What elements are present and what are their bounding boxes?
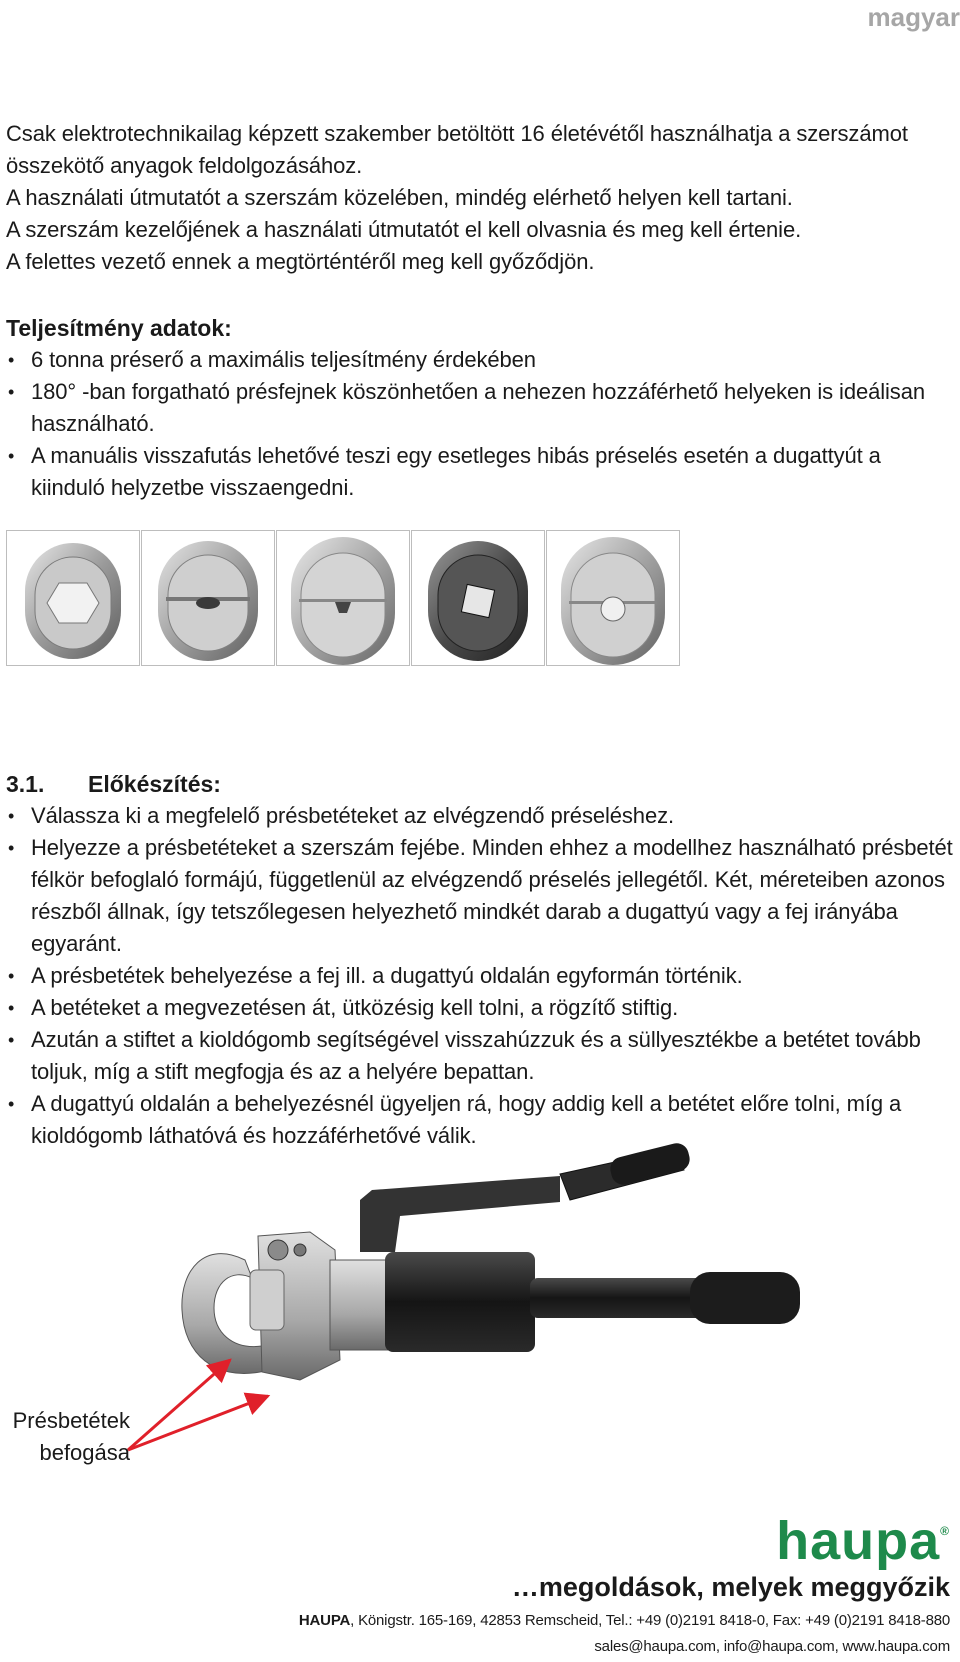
- section-title: Előkészítés:: [88, 771, 221, 797]
- list-item: • A présbetétek behelyezése a fej ill. a dugattyú oldalán egyformán történik.: [6, 960, 956, 992]
- bullet-icon: •: [8, 1094, 15, 1114]
- die-insert-oval-image: [141, 530, 275, 666]
- bullet-icon: •: [8, 998, 15, 1018]
- list-item: • A manuális visszafutás lehetővé teszi egy esetleges hibás préselés esetén a dugattyút a kiinduló helyzetbe visszaengedni.: [6, 440, 956, 504]
- figure-caption: [10, 1405, 130, 1469]
- bullet-icon: •: [8, 966, 15, 986]
- bullet-icon: •: [8, 1030, 15, 1050]
- language-label: magyar: [867, 2, 960, 32]
- registered-mark: ®: [940, 1524, 950, 1538]
- intro-line: A felettes vezető ennek a megtörténtéről meg kell győződjön.: [6, 249, 595, 274]
- intro-line: összekötő anyagok feldolgozásához.: [6, 153, 363, 178]
- address-text: , Königstr. 165-169, 42853 Remscheid, Tel.: +49 (0)2191 8418-0, Fax: +49 (0)2191 8418-880: [350, 1612, 950, 1629]
- company-name: HAUPA: [298, 1612, 351, 1629]
- list-item: • Válassza ki a megfelelő présbetéteket az elvégzendő préseléshez.: [6, 800, 956, 832]
- bullet-icon: •: [8, 838, 15, 858]
- preparation-list: [6, 800, 956, 1152]
- die-insert-notch-image: [276, 530, 410, 666]
- list-item: • A betéteket a megvezetésen át, ütközésig kell tolni, a rögzítő stiftig.: [6, 992, 956, 1024]
- haupa-logo: haupa®: [776, 1511, 950, 1571]
- list-item: • Azután a stiftet a kioldógomb segítségével visszahúzzuk és a süllyesztékbe a betétet tovább toljuk, míg a stift megfogja és az a helyére bepattan.: [6, 1024, 956, 1088]
- slogan: …megoldások, melyek meggyőzik: [511, 1572, 950, 1602]
- section-heading: [6, 768, 956, 800]
- crimping-tool-image: [0, 1140, 960, 1490]
- performance-list: [6, 344, 956, 504]
- bullet-icon: •: [8, 446, 15, 466]
- intro-line: A szerszám kezelőjének a használati útmutatót el kell olvasnia és meg kell értenie.: [6, 217, 802, 242]
- intro-line: A használati útmutatót a szerszám közelében, mindég elérhető helyen kell tartani.: [6, 185, 793, 210]
- die-insert-gallery: [6, 530, 956, 668]
- list-item: • A dugattyú oldalán a behelyezésnél ügyeljen rá, hogy addig kell a betétet előre tolni, míg a kioldógomb láthatóvá és hozzáférhetővé válik.: [6, 1088, 956, 1152]
- list-item: • Helyezze a présbetéteket a szerszám fejébe. Minden ehhez a modellhez használható présbetét félkör befoglaló formájú, függetlenül az elvégzendő préselés jellegétől. Két, méreteiben azonos részből állnak, így tetszőlegesen helyezhető mindkét darab a dugattyú vagy a fej irányába egyaránt.: [6, 832, 956, 960]
- die-insert-round-image: [546, 530, 680, 666]
- bullet-icon: •: [8, 382, 15, 402]
- intro-line: Csak elektrotechnikailag képzett szakember betöltött 16 életévétől használhatja a szerszámot: [6, 121, 908, 146]
- section-number: 3.1.: [6, 771, 45, 797]
- caption-line: Présbetétek: [12, 1408, 130, 1433]
- bullet-icon: •: [8, 350, 15, 370]
- company-address: [299, 1612, 950, 1629]
- list-item: • 6 tonna préserő a maximális teljesítmény érdekében: [6, 344, 956, 376]
- die-insert-square-image: [411, 530, 545, 666]
- intro-section: [6, 118, 956, 278]
- preparation-section: [6, 768, 956, 1152]
- caption-line: befogása: [39, 1440, 130, 1465]
- die-insert-hexagon-image: [6, 530, 140, 666]
- performance-heading: Teljesítmény adatok:: [6, 315, 232, 341]
- bullet-icon: •: [8, 806, 15, 826]
- contact-line: sales@haupa.com, info@haupa.com, www.haupa.com: [594, 1638, 950, 1655]
- performance-section: [6, 312, 956, 504]
- list-item: • 180° -ban forgatható présfejnek köszönhetően a nehezen hozzáférhető helyeken is ideálisan használható.: [6, 376, 956, 440]
